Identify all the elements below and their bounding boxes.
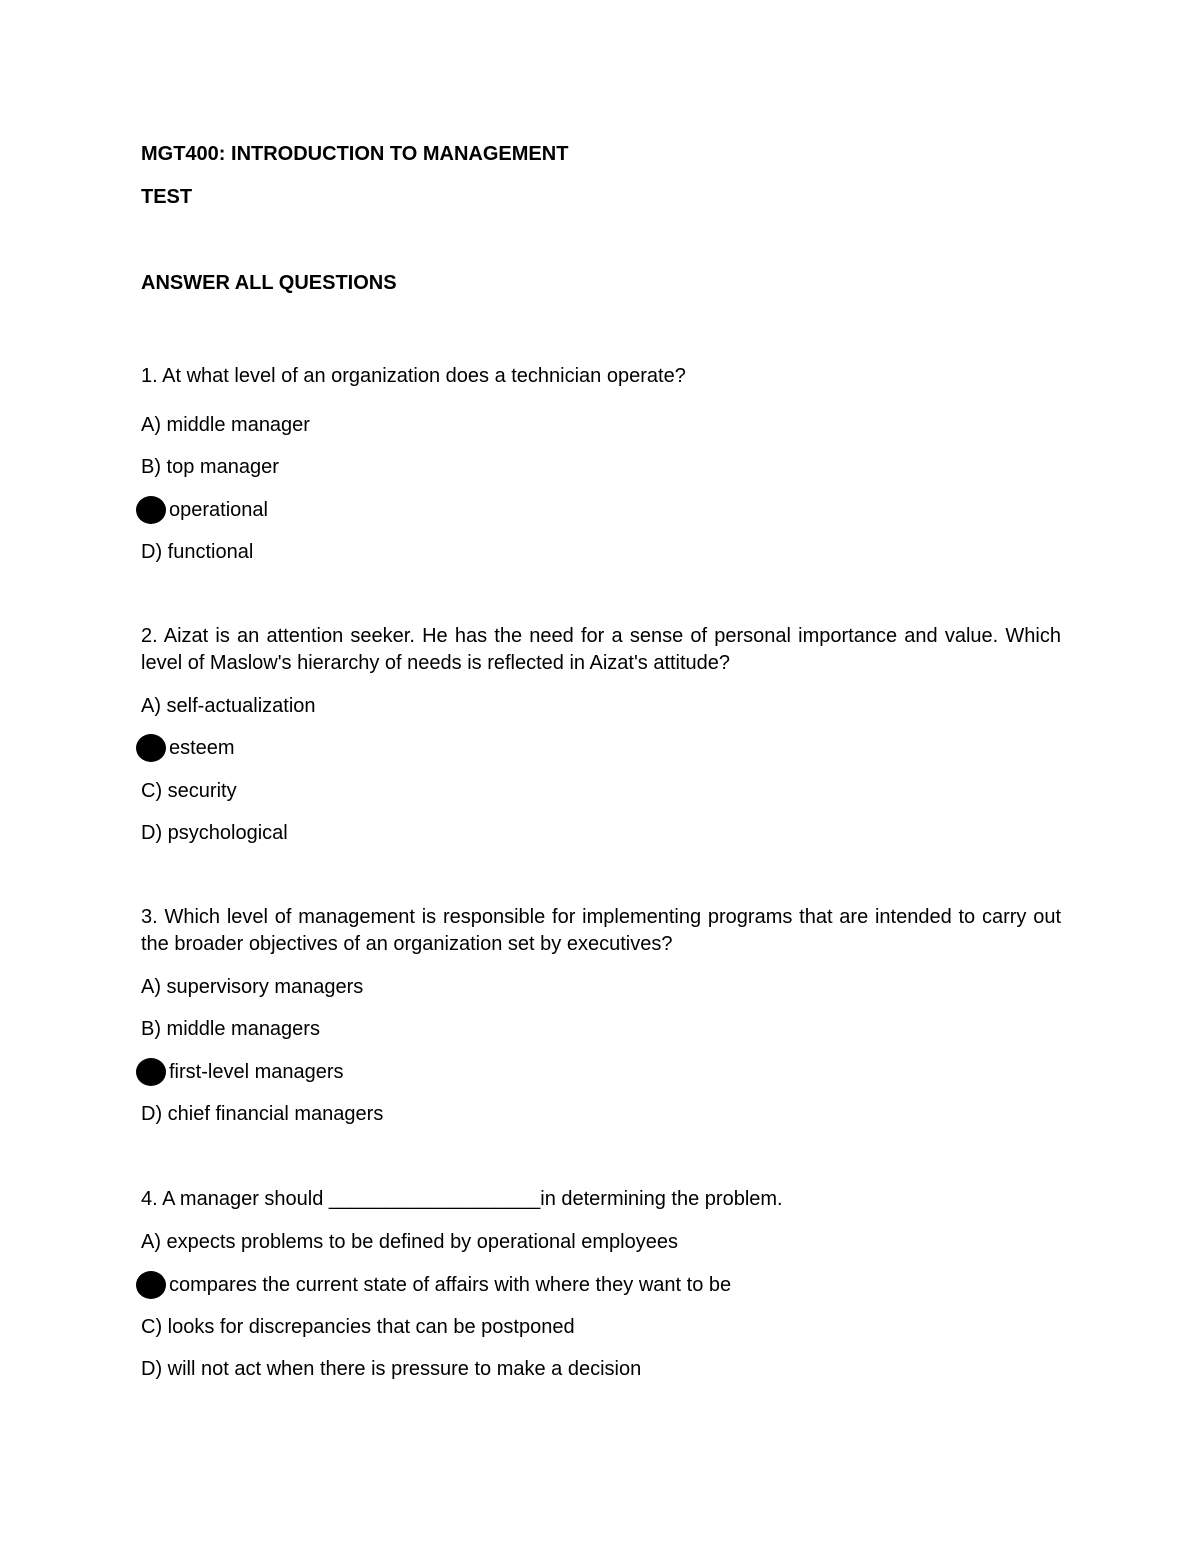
question-4-option-a: A) expects problems to be defined by operational employees <box>141 1231 678 1253</box>
question-2-option-c: C) security <box>141 780 237 802</box>
question-1-option-d: D) functional <box>141 541 254 563</box>
question-2-option-a: A) self-actualization <box>141 695 316 717</box>
question-4-option-b-label: compares the current state of affairs with where they want to be <box>169 1274 732 1296</box>
question-2-option-d: D) psychological <box>141 822 288 844</box>
answer-mark-dot <box>136 734 166 762</box>
question-1-option-a: A) middle manager <box>141 414 310 436</box>
instruction-heading: ANSWER ALL QUESTIONS <box>141 272 397 294</box>
question-1-option-b: B) top manager <box>141 456 279 478</box>
question-3-option-c-label: first-level managers <box>169 1061 344 1083</box>
course-title: MGT400: INTRODUCTION TO MANAGEMENT <box>141 143 569 165</box>
question-4-option-c: C) looks for discrepancies that can be postponed <box>141 1316 575 1338</box>
question-1-text: 1. At what level of an organization does a technician operate? <box>141 365 686 387</box>
question-4-option-d: D) will not act when there is pressure to make a decision <box>141 1358 642 1380</box>
question-3-option-d: D) chief financial managers <box>141 1103 384 1125</box>
question-1-option-c-label: operational <box>169 499 268 521</box>
question-2-option-b-label: esteem <box>169 737 235 759</box>
question-2-text: 2. Aizat is an attention seeker. He has the need for a sense of personal importance and value. Which level of Maslow's hierarchy of needs is reflected in Aizat's attitude? <box>141 625 1061 674</box>
answer-mark-dot <box>136 496 166 524</box>
question-3-text: 3. Which level of management is responsible for implementing programs that are intended to carry out the broader objectives of an organization set by executives? <box>141 906 1061 955</box>
answer-mark-dot <box>136 1058 166 1086</box>
question-4-text: 4. A manager should ___________________in determining the problem. <box>141 1188 783 1210</box>
question-3-option-a: A) supervisory managers <box>141 976 364 998</box>
question-3-option-b: B) middle managers <box>141 1018 320 1040</box>
test-label: TEST <box>141 186 193 208</box>
answer-mark-dot <box>136 1271 166 1299</box>
